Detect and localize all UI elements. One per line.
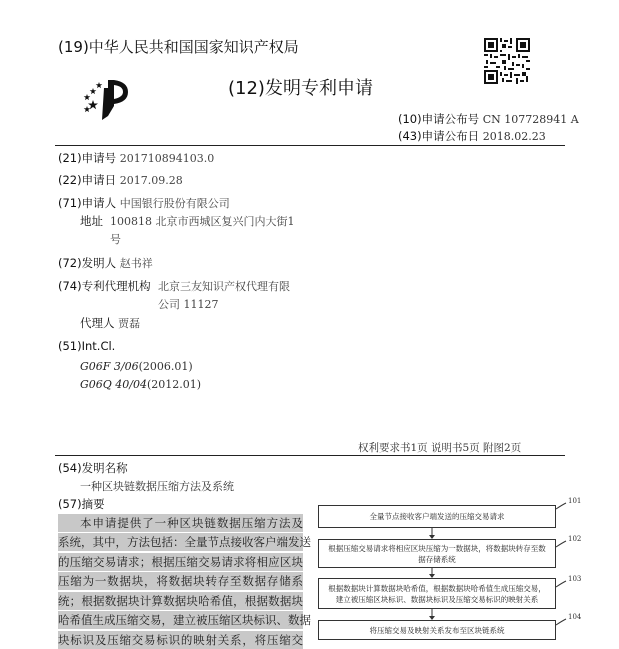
- applicant-row: [58, 195, 230, 211]
- agent-row: [80, 315, 140, 331]
- inventor-row: [58, 255, 153, 271]
- page-count-line: 权利要求书1页 说明书5页 附图2页: [358, 442, 522, 454]
- flow-step-102-text-1: 根据压缩交易请求将相应区块压缩为一数据块，将数据块转存至数: [328, 543, 546, 553]
- body-divider: [55, 455, 565, 456]
- flow-step-103-text-2: 建立被压缩区块标识、数据块标识及压缩交易标识的映射关系: [335, 594, 539, 604]
- abstract-line: 本申请提供了一种区块链数据压缩方法及: [58, 514, 303, 532]
- flow-step-102-id: 102: [568, 535, 582, 543]
- applicant-label: (71)申请人: [58, 196, 117, 210]
- application-number-label: (21)申请号: [58, 151, 117, 165]
- flow-step-102: [318, 539, 556, 568]
- intcl-1-code: G06F 3/06: [80, 360, 139, 373]
- publication-date-label: (43)申请公布日: [398, 129, 480, 143]
- abstract-line: 压缩为一数据块，将数据块转存至数据存储系: [58, 574, 303, 588]
- abstract-text: [58, 512, 311, 649]
- patent-office-logo-icon: [84, 76, 138, 122]
- flow-step-103-id: 103: [568, 575, 582, 583]
- application-date-label: (22)申请日: [58, 173, 117, 187]
- applicant: 中国银行股份有限公司: [119, 197, 230, 210]
- intcl-entry-2: [80, 373, 201, 392]
- abstract-line: 哈希值生成压缩交易，建立被压缩区块标识、数据: [58, 613, 311, 627]
- abstract-line: 块标识及压缩交易标识的映射关系，将压缩交: [58, 632, 303, 647]
- intcl-2-code: G06Q 40/04: [80, 378, 147, 391]
- flow-step-104-text: 将压缩交易及映射关系发布至区块链系统: [369, 626, 505, 635]
- flow-step-102-text-2: 据存储系统: [418, 554, 456, 564]
- abstract-line: 系统，其中，方法包括：全量节点接收客户端发送: [58, 535, 311, 549]
- address-line-2: 号: [110, 233, 121, 246]
- publication-number-row: [398, 111, 579, 127]
- intcl-label: (51)Int.Cl.: [58, 339, 116, 353]
- address-label: 地址: [80, 214, 103, 228]
- flow-step-101-text: 全量节点接收客户端发送的压缩交易请求: [369, 512, 505, 521]
- application-number: 201710894103.0: [119, 152, 215, 165]
- application-date: 2017.09.28: [119, 174, 183, 187]
- invention-title: 一种区块链数据压缩方法及系统: [80, 480, 234, 493]
- agency-line-2: 公司 11127: [158, 298, 219, 311]
- abstract-line: 统；根据数据块计算数据块哈希值，根据数据块: [58, 593, 303, 608]
- address-line-1: 100818 北京市西城区复兴门内大街1: [110, 215, 295, 228]
- application-number-row: [58, 150, 214, 166]
- flow-step-104-id: 104: [568, 613, 582, 621]
- qr-code-icon: [484, 38, 530, 84]
- publication-number-label: (10)申请公布号: [398, 112, 480, 126]
- publication-number: CN 107728941 A: [482, 113, 579, 126]
- flow-step-101-id: 101: [568, 497, 582, 505]
- flow-step-101: [318, 505, 556, 528]
- agent: 贾磊: [118, 317, 141, 330]
- header-divider: [55, 145, 565, 146]
- intcl-2-year: (2012.01): [147, 378, 202, 391]
- abstract-line: 的压缩交易请求；根据压缩交易请求将相应区块: [58, 554, 303, 569]
- application-date-row: [58, 172, 183, 188]
- publication-date: 2018.02.23: [482, 130, 546, 143]
- inventor: 赵书祥: [119, 257, 153, 270]
- agency-line-1: 北京三友知识产权代理有限: [158, 280, 290, 293]
- inventor-label: (72)发明人: [58, 256, 117, 270]
- agency-label: (74)专利代理机构: [58, 279, 151, 293]
- flow-step-104: [318, 620, 556, 640]
- invention-title-label: (54)发明名称: [58, 461, 128, 475]
- flow-step-103: [318, 578, 556, 609]
- office-name: (19)中华人民共和国国家知识产权局: [58, 38, 299, 56]
- agent-label: 代理人: [80, 316, 115, 330]
- abstract-label: (57)摘要: [58, 497, 105, 511]
- publication-date-row: [398, 128, 546, 144]
- intcl-1-year: (2006.01): [138, 360, 193, 373]
- intcl-entry-1: [80, 355, 193, 374]
- flow-step-103-text-1: 根据数据块计算数据块哈希值，根据数据块哈希值生成压缩交易，: [328, 583, 546, 593]
- document-type: (12)发明专利申请: [228, 78, 373, 99]
